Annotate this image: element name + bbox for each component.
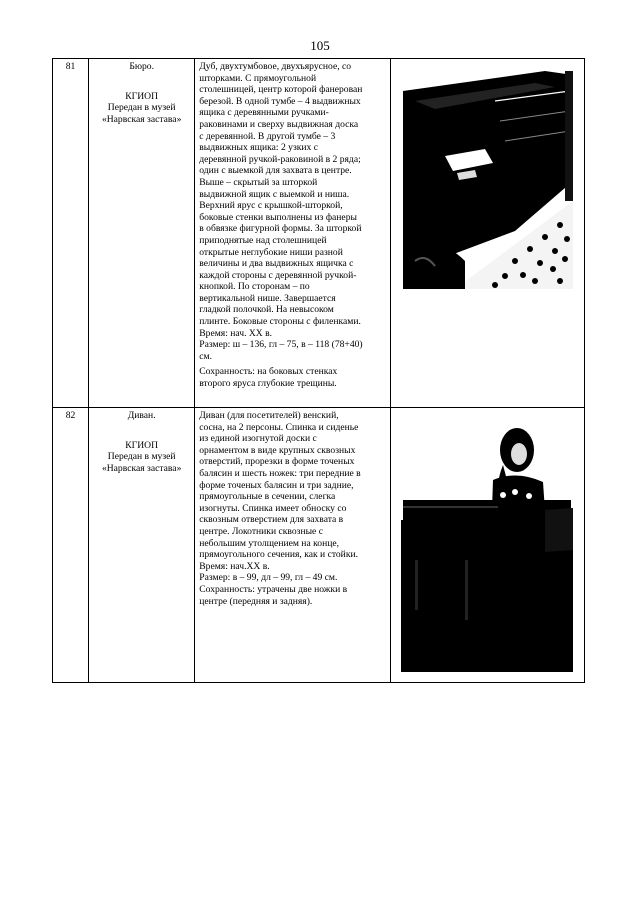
- desc-line: Время: нач. ХХ в.: [199, 327, 273, 339]
- item-org: КГИОП: [125, 439, 159, 451]
- desc-line: выдвижной ящик с выемкой и ниша.: [199, 188, 350, 200]
- desc-line: Верхний ярус с крышкой-шторкой,: [199, 200, 343, 212]
- desc-line: вертикальной нише. Завершается: [199, 292, 336, 304]
- desc-line: ящика с деревянными ручками-: [199, 107, 329, 119]
- item-photo-cell: [390, 408, 584, 683]
- item-description: [195, 59, 390, 408]
- desc-line: прямоугольного сечения, как и стойки.: [199, 549, 359, 561]
- item-photo-cell: [390, 59, 584, 408]
- catalog-table: [52, 58, 585, 683]
- desc-line: приподнятые над столешницей: [199, 234, 327, 246]
- item-museum: «Нарвская застава»: [101, 113, 182, 125]
- page-number: 105: [310, 38, 330, 53]
- desc-line: выдвижных ящика: 2 узких с: [199, 142, 318, 154]
- desc-line: кнопкой. По сторонам – по: [199, 281, 310, 293]
- photo-sofa: [395, 410, 580, 680]
- desc-line: плинте. Боковые стороны с филенками.: [199, 316, 361, 328]
- desc-line: березой. В одной тумбе – 4 выдвижных: [199, 95, 361, 107]
- desc-line: сквозным отверстием для захвата в: [199, 514, 344, 526]
- desc-line: балясин и шесть ножек: три передние в: [199, 467, 361, 479]
- desc-line: Сохранность: утрачены две ножки в: [199, 583, 348, 595]
- desc-line: прямоугольные в сечении, слегка: [199, 491, 336, 503]
- item-number: 81: [53, 59, 89, 408]
- item-description: [195, 408, 390, 683]
- desc-line: каждой стороны с деревянной ручкой-: [199, 269, 357, 281]
- item-museum: «Нарвская застава»: [101, 462, 182, 474]
- desc-line: изогнуты. Спинка имеет обноску со: [199, 502, 347, 514]
- desc-line: в обвязке фигурной формы. За шторкой: [199, 223, 362, 235]
- desc-line: Размер: в – 99, дл – 99, гл – 49 см.: [199, 572, 338, 584]
- item-transfer: Передан в музей: [107, 102, 176, 114]
- condition-line: Сохранность: на боковых стенках: [199, 366, 338, 378]
- desc-line: шторками. С прямоугольной: [199, 72, 317, 84]
- desc-line: величины и два выдвижных ящичка с: [199, 258, 354, 270]
- desc-line: один с выемкой для захвата в центре.: [199, 165, 352, 177]
- desc-line: сосна, на 2 персоны. Спинка и сиденье: [199, 421, 359, 433]
- desc-line: деревянной ручкой-раковиной в 2 ряда;: [199, 153, 361, 165]
- desc-line: Размер: ш – 136, гл – 75, в – 118 (78+40): [199, 339, 363, 351]
- desc-line: Дуб, двухтумбовое, двухъярусное, со: [199, 61, 352, 72]
- desc-line: раковинами и сверху выдвижная доска: [199, 118, 359, 130]
- desc-line: центре (передняя и задняя).: [199, 595, 313, 607]
- desc-line: открытые неглубокие ниши разной: [199, 246, 343, 258]
- desc-line: орнаментом в виде крупных сквозных: [199, 444, 356, 456]
- desc-line: столешницей, центр которой фанерован: [199, 84, 363, 96]
- desc-line: из единой изогнутой доски с: [199, 433, 317, 445]
- item-name-cell: [89, 59, 195, 408]
- desc-line: с деревянной. В другой тумбе – 3: [199, 130, 336, 142]
- desc-line: форме точеных балясин и три задние,: [199, 479, 354, 491]
- desc-line: Выше – скрытый за шторкой: [199, 176, 318, 188]
- desc-line: боковые стенки выполнены из фанеры: [199, 211, 357, 223]
- item-title: Бюро.: [129, 61, 154, 72]
- item-number: 82: [53, 408, 89, 683]
- desc-line: центре. Локотники сквозные с: [199, 525, 323, 537]
- item-name-cell: [89, 408, 195, 683]
- condition-line: второго яруса глубокие трещины.: [199, 378, 337, 390]
- item-title: Диван.: [127, 410, 156, 421]
- item-org: КГИОП: [125, 90, 159, 102]
- item-transfer: Передан в музей: [107, 451, 176, 463]
- desc-line: небольшим утолщением на конце,: [199, 537, 339, 549]
- table-row: [53, 59, 585, 408]
- desc-line: Диван (для посетителей) венский,: [199, 410, 339, 421]
- desc-line: Время: нач.ХХ в.: [199, 560, 270, 572]
- table-row: [53, 408, 585, 683]
- desc-line: отверстий, прорезки в форме точеных: [199, 456, 355, 468]
- photo-bureau: [395, 61, 580, 289]
- desc-line: см.: [199, 350, 212, 362]
- desc-line: гладкой полочкой. На невысоком: [199, 304, 334, 316]
